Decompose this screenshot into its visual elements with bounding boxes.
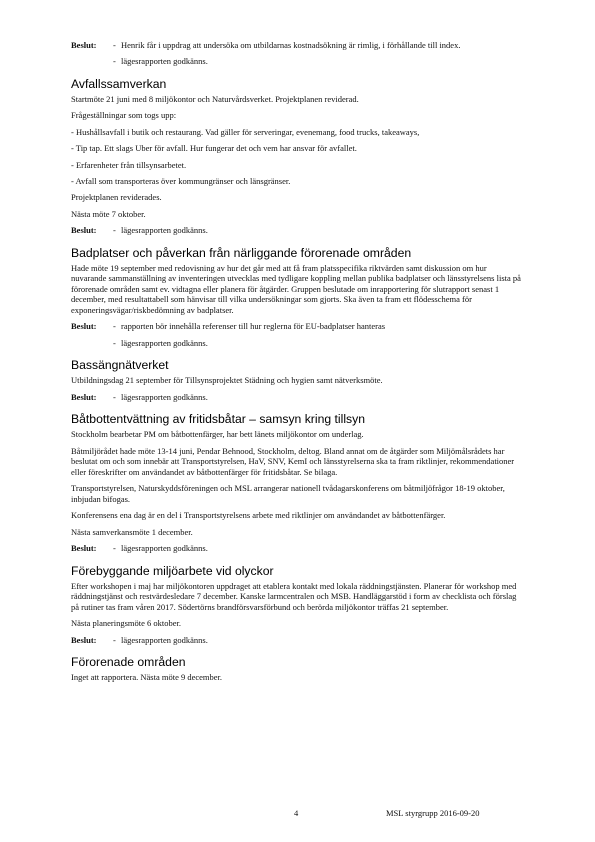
beslut-text: lägesrapporten godkänns. <box>121 391 208 402</box>
beslut-row <box>71 392 523 403</box>
dash: - <box>113 321 116 332</box>
beslut-label: Beslut: <box>71 543 97 554</box>
beslut-text: lägesrapporten godkänns. <box>121 634 208 645</box>
paragraph: - Tip tap. Ett slags Uber för avfall. Hur fungerar det och vem har ansvar för avfallet. <box>71 143 357 154</box>
beslut-text: rapporten bör innehålla referenser till hur reglerna för EU-badplatser hanteras <box>121 321 386 332</box>
section-heading-badplatser: Badplatser och påverkan från närliggande förorenade områden <box>71 245 412 260</box>
dash: - <box>113 337 116 348</box>
beslut-label: Beslut: <box>71 225 97 236</box>
beslut-text: lägesrapporten godkänns. <box>121 56 208 67</box>
paragraph: Transportstyrelsen, Naturskyddsföreningen och MSL arrangerar nationell tvådagarskonferens om båtmiljöfrågor 18-19 oktober, inbjudan bifogas. <box>71 483 505 504</box>
beslut-text: Henrik får i uppdrag att undersöka om utbildarnas kostnadsökning är rimlig, i förhållande till index. <box>121 40 461 50</box>
paragraph: Nästa möte 7 oktober. <box>71 208 146 219</box>
document-page <box>71 40 523 689</box>
paragraph: - Erfarenheter från tillsynsarbetet. <box>71 159 187 170</box>
section-heading-avfall: Avfallssamverkan <box>71 76 167 91</box>
paragraph: Projektplanen reviderades. <box>71 192 162 203</box>
beslut-text: lägesrapporten godkänns. <box>121 543 208 554</box>
section-heading-bassang: Bassängnätverket <box>71 358 169 373</box>
beslut-row <box>71 56 523 67</box>
dash: - <box>113 56 116 67</box>
section-heading-olyckor: Förebyggande miljöarbete vid olyckor <box>71 563 274 578</box>
paragraph: Inget att rapportera. Nästa möte 9 december. <box>71 672 223 683</box>
beslut-row <box>71 635 523 646</box>
beslut-row <box>71 225 523 236</box>
beslut-text: lägesrapporten godkänns. <box>121 225 208 236</box>
paragraph: Utbildningsdag 21 september för Tillsynsprojektet Städning och hygien samt nätverksmöte. <box>71 375 383 386</box>
beslut-row <box>71 543 523 554</box>
beslut-row <box>71 40 523 51</box>
paragraph: Efter workshopen i maj har miljökontoren uppdraget att etablera kontakt med lokala räddningstjänsten. Planerar för workshop med räddningstjänst och restvärdesledare 7 december. Kanske larmcentralen och MSB. Handläggarstöd i form av checklista och förslag på rutiner tas fram våren 2017. Södertörns brandförsvarsförbund och berörda miljökontor träffas 21 september. <box>71 580 517 612</box>
paragraph: Hade möte 19 september med redovisning av hur det går med att få fram platsspecifika riktvärden samt diskussion om hur nuvarande sammanställning av inventeringen utvecklas med tydligare koppling mellan publika badplatser och länsstyrelsens lista på förorenade områden samt ev. vidtagna eller planera för åtgärder. Gruppen beslutade om inrapportering för slutrapport senast 1 december, med resultattabell som hänvisar till vilka undersökningar som gjorts. Ska även ta fram ett flödesschema för exponeringsvägar/riskbedömning av badplatser. <box>71 262 521 316</box>
beslut-label: Beslut: <box>71 634 97 645</box>
paragraph: - Avfall som transporteras över kommungränser och länsgränser. <box>71 175 291 186</box>
paragraph: Nästa planeringsmöte 6 oktober. <box>71 618 182 629</box>
dash: - <box>113 543 116 554</box>
paragraph: Båtmiljörådet hade möte 13-14 juni, Pendar Behnood, Stockholm, deltog. Bland annat om de åtgärder som Miljömålsrådets har beslutat om och som innebär att Transportstyrelsen, HaV, SNV, KemI och länsstyrelserna ska ta fram riktlinjer, rekommendationer eller föreskrifter om användandet av båtbottenfärger för fritidsbåtar. Se bilaga. <box>71 445 515 478</box>
paragraph: Nästa samverkansmöte 1 december. <box>71 526 193 537</box>
beslut-row <box>71 338 523 349</box>
paragraph: Stockholm bearbetar PM om båtbottenfärger, har bett länets miljökontor om underlag. <box>71 429 364 440</box>
paragraph: - Hushållsavfall i butik och restaurang. Vad gäller för serveringar, evenemang, food trucks, takeaways, <box>71 126 420 137</box>
footer-document-title: MSL styrgrupp 2016-09-20 <box>386 808 480 818</box>
dash: - <box>113 391 116 402</box>
beslut-label: Beslut: <box>71 391 97 402</box>
dash: - <box>113 225 116 236</box>
beslut-row <box>71 321 523 332</box>
dash: - <box>113 634 116 645</box>
beslut-text: lägesrapporten godkänns. <box>121 337 208 348</box>
paragraph: Frågeställningar som togs upp: <box>71 110 177 121</box>
section-heading-batbotten: Båtbottentvättning av fritidsbåtar – samsyn kring tillsyn <box>71 412 365 427</box>
paragraph: Startmöte 21 juni med 8 miljökontor och Naturvårdsverket. Projektplanen reviderad. <box>71 93 359 104</box>
beslut-label: Beslut: <box>71 40 97 50</box>
beslut-label: Beslut: <box>71 321 97 332</box>
paragraph: Konferensens ena dag är en del i Transportstyrelsens arbete med riktlinjer om användandet av båtbottenfärger. <box>71 510 446 521</box>
dash: - <box>113 40 116 50</box>
section-heading-fororenade: Förorenade områden <box>71 655 186 670</box>
page-number: 4 <box>294 808 299 818</box>
